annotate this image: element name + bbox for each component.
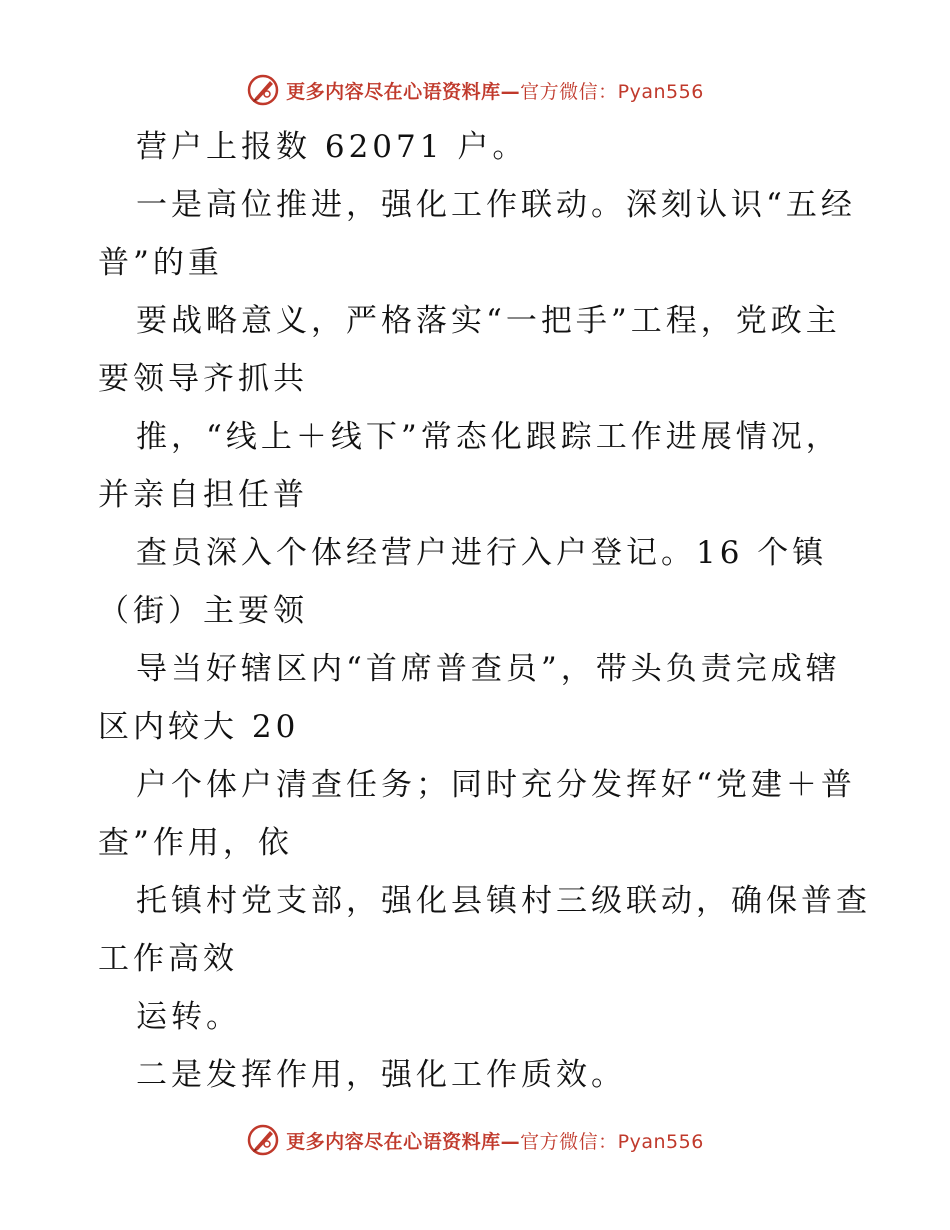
banner-text-separator: — [500,80,521,103]
banner-text-separator: — [500,1130,521,1153]
banner-text [286,77,704,104]
body-line: 一是高位推进，强化工作联动。深刻认识“五经 [136,187,856,223]
banner-text [286,1127,704,1154]
body-line: 导当好辖区内“首席普查员”，带头负责完成辖 [136,651,841,687]
body-line: 普”的重 [98,245,223,281]
banner-text-wechat: 官方微信：Pyan556 [520,80,704,103]
quill-pen-logo-icon [246,1123,280,1157]
quill-pen-logo-icon [246,73,280,107]
banner-text-main: 更多内容尽在心语资料库 [286,80,501,103]
body-line: （街）主要领 [98,593,308,629]
body-line: 托镇村党支部，强化县镇村三级联动，确保普查 [136,883,871,919]
banner-text-main: 更多内容尽在心语资料库 [286,1130,501,1153]
header-banner [0,70,950,110]
body-line: 区内较大 20 [98,709,300,745]
body-line: 并亲自担任普 [98,477,308,513]
body-line: 查”作用，依 [98,825,293,861]
body-line: 户个体户清查任务；同时充分发挥好“党建＋普 [136,767,856,803]
body-line: 工作高效 [98,941,238,977]
body-line: 运转。 [136,999,241,1035]
body-line: 推，“线上＋线下”常态化跟踪工作进展情况， [136,419,841,455]
body-line: 查员深入个体经营户进行入户登记。16 个镇 [136,535,828,571]
banner-text-wechat: 官方微信：Pyan556 [520,1130,704,1153]
body-line: 要领导齐抓共 [98,361,308,397]
body-line: 营户上报数 62071 户。 [136,129,528,165]
footer-banner [0,1120,950,1160]
body-line: 二是发挥作用，强化工作质效。 [136,1057,626,1093]
body-line: 要战略意义，严格落实“一把手”工程，党政主 [136,303,841,339]
